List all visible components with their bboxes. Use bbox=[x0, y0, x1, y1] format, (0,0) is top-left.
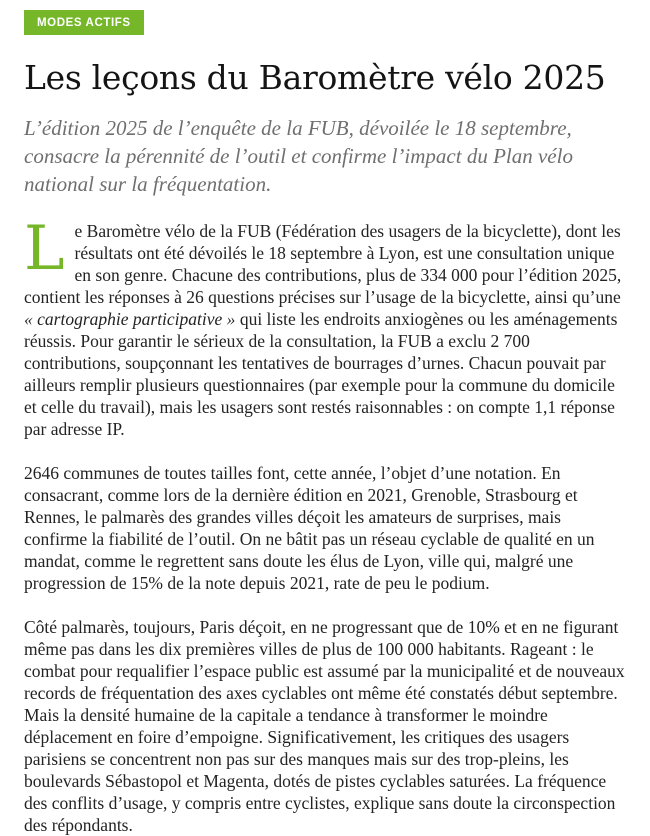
article-title: Les leçons du Baromètre vélo 2025 bbox=[24, 58, 606, 97]
lead-paragraph bbox=[24, 212, 628, 440]
drop-cap: L bbox=[24, 212, 65, 284]
article-body bbox=[24, 212, 628, 836]
lead-paragraph-text-continued: qui liste les endroits anxiogènes ou les aménagements réussis. Pour garantir le sérieux de la consultation, la FUB a exclu 2 700 contributions, soupçonnant les tentatives de bourrages d’urnes. Chacun pouvait par ailleurs remplir plusieurs questionnaires (par exemple pour la commune du domicile et celle du travail), mais les usagers sont restés raisonnables : on compte 1,1 réponse par adresse IP. bbox=[24, 308, 618, 439]
paragraph-3: Côté palmarès, toujours, Paris déçoit, en ne progressant que de 10% et en ne figurant même pas dans les dix premières villes de plus de 100 000 habitants. Rageant : le combat pour requalifier l’espace public est assumé par la municipalité et de nouveaux records de fréquentation des axes cyclables ont même été constatés début septembre. Mais la densité humaine de la capitale a tendance à transformer le moindre déplacement en foire d’empoigne. Significativement, les critiques des usagers parisiens se concentrent non pas sur des manques mais sur des trop-pleins, les boulevards Sébastopol et Magenta, dotés de pistes cyclables saturées. La fréquence des conflits d’usage, y compris entre cyclistes, explique sans doute la circonspection des répondants. bbox=[24, 616, 625, 835]
category-badge[interactable]: MODES ACTIFS bbox=[24, 10, 144, 35]
paragraph-2: 2646 communes de toutes tailles font, cette année, l’objet d’une notation. En consacrant, comme lors de la dernière édition en 2021, Grenoble, Strasbourg et Rennes, le palmarès des grandes villes déçoit les amateurs de surprises, mais confirme la fiabilité de l’outil. On ne bâtit pas un réseau cyclable de qualité en un mandat, comme le regrettent sans doute les élus de Lyon, ville qui, malgré une progression de 15% de la note depuis 2021, rate de peu le podium. bbox=[24, 462, 595, 593]
lead-paragraph-text: e Baromètre vélo de la FUB (Fédération des usagers de la bicyclette), dont les résultats ont été dévoilés le 18 septembre à Lyon, est une consultation unique en son genre. Chacune des contributions, plus de 334 000 pour l’édition 2025, contient les réponses à 26 questions précises sur l’usage de la bicyclette, ainsi qu’une bbox=[24, 220, 622, 307]
inline-quote: « cartographie participative » bbox=[24, 308, 236, 329]
article-standfirst: L’édition 2025 de l’enquête de la FUB, dévoilée le 18 septembre, consacre la pérennité de l’outil et confirme l’impact du Plan vélo national sur la fréquentation. bbox=[24, 115, 573, 196]
